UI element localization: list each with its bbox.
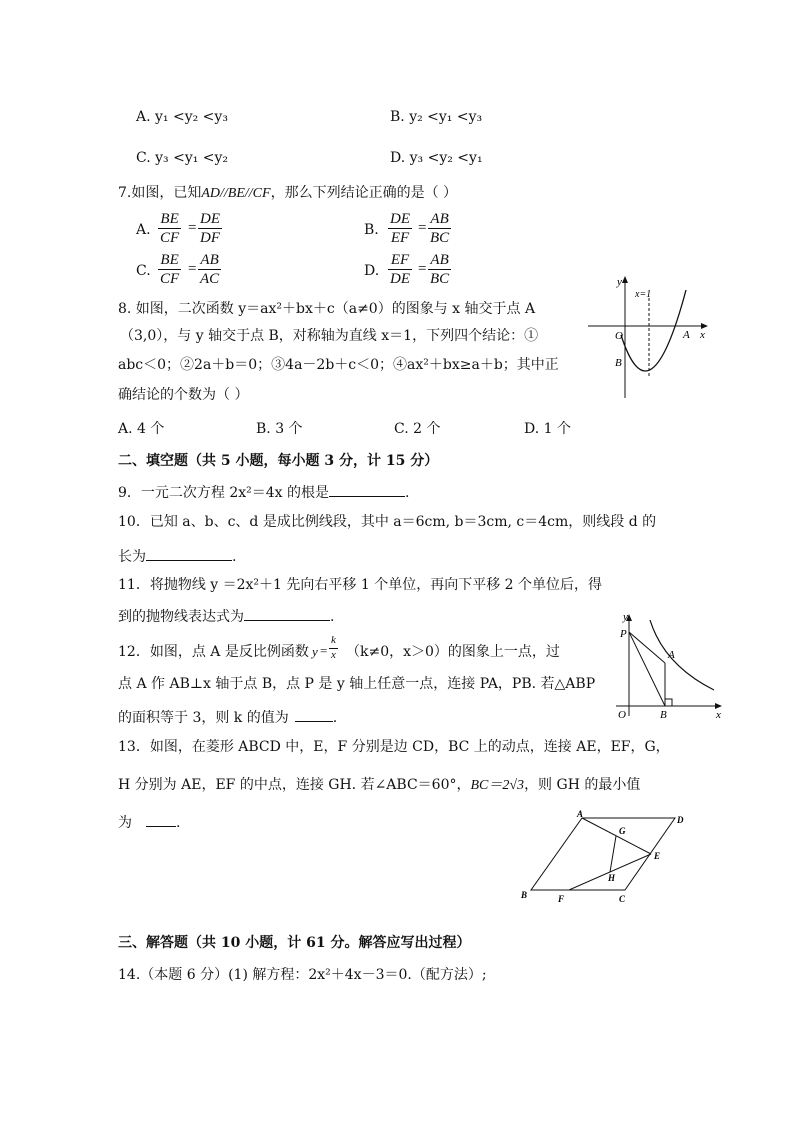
q7-option-b-fraction-right <box>428 210 451 247</box>
q7-option-b-fraction-left <box>388 210 412 247</box>
hyperbola-curve <box>650 620 714 690</box>
right-angle-mark <box>665 699 672 706</box>
q13-line-2 <box>118 776 640 795</box>
segment-pa <box>629 632 665 663</box>
equals-sign: = <box>418 261 427 277</box>
q9-answer-blank <box>329 482 405 497</box>
x-label: x <box>700 329 705 341</box>
q8-option-d: D. 1 个 <box>524 421 571 437</box>
y-label: y <box>617 276 622 288</box>
formula-x: x <box>331 649 336 661</box>
q8-option-c: C. 2 个 <box>394 421 441 437</box>
denominator: AC <box>200 271 220 287</box>
q13-line-1: 13．如图，在菱形 ABCD 中，E，F 分别是边 CD，BC 上的动点，连接 AE，EF，G， <box>118 739 670 755</box>
point-f-label: F <box>558 894 565 904</box>
formula-y: y <box>312 644 318 659</box>
numerator: BE <box>158 210 181 229</box>
numerator: DE <box>200 211 220 227</box>
q10-end: . <box>232 549 237 565</box>
q7-option-a-label: A. <box>136 222 151 238</box>
q13-line-2-math: BC＝2√3 <box>470 778 525 793</box>
denominator: DF <box>200 230 220 246</box>
q11-end: . <box>330 609 335 625</box>
q6-option-b: B. y₂ <y₁ <y₃ <box>390 109 483 125</box>
numerator: DE <box>390 211 410 227</box>
q13-line-2-post: ，则 GH 的最小值 <box>524 777 641 793</box>
denominator: CF <box>160 271 180 287</box>
q8-option-a: A. 4 个 <box>118 421 165 437</box>
denominator: BC <box>430 230 450 246</box>
segment-gh <box>610 836 616 872</box>
section-3-heading: 三、解答题（共 10 小题，计 61 分。解答应写出过程） <box>118 935 471 951</box>
numerator: BE <box>158 251 181 270</box>
section-2-heading: 二、填空题（共 5 小题，每小题 3 分，计 15 分） <box>118 453 439 469</box>
q12-line-2: 点 A 作 AB⊥x 轴于点 B，点 P 是 y 轴上任意一点，连接 PA，PB. 若△ABP <box>118 676 596 692</box>
q11-answer-blank <box>244 606 330 621</box>
q10-line-2 <box>118 546 236 566</box>
q11-line-2-text: 到的抛物线表达式为 <box>118 609 244 625</box>
point-a-label: A <box>683 329 690 341</box>
q11-line-1: 11．将抛物线 y ＝2x²＋1 先向右平移 1 个单位，再向下平移 2 个单位后，得 <box>118 577 603 593</box>
q7-stem-suffix: ，那么下列结论正确的是（ ） <box>270 185 458 201</box>
point-d-label: D <box>677 815 684 825</box>
q9-end: . <box>405 485 410 501</box>
q7-option-c-fraction-left <box>158 251 181 288</box>
origin-label: O <box>618 709 626 721</box>
q11-line-2 <box>118 606 334 626</box>
q8-line-2: （3,0），与 y 轴交于点 B，对称轴为直线 x＝1，下列四个结论：① <box>120 328 539 344</box>
q6-option-a: A. y₁ <y₂ <y₃ <box>136 109 228 125</box>
q8-line-3: abc＜0；②2a＋b＝0；③4a－2b＋c＜0；④ax²＋bx≥a＋b；其中正 <box>118 357 559 373</box>
q6-option-d: D. y₃ <y₂ <y₁ <box>390 150 483 166</box>
numerator: AB <box>428 210 451 229</box>
q12-line-1-pre: 12．如图，点 A 是反比例函数 <box>118 644 309 660</box>
q12-line-3-text: 的面积等于 3，则 k 的值为 <box>118 710 289 726</box>
point-c-label: C <box>619 894 626 904</box>
q14-text: 14.（本题 6 分）(1) 解方程：2x²＋4x－3＝0.（配方法）; <box>118 967 487 983</box>
q13-end: . <box>176 815 181 831</box>
point-e-label: E <box>654 851 661 861</box>
q7-stem-prefix: 7.如图，已知 <box>118 185 202 201</box>
q13-line-2-pre: H 分别为 AE，EF 的中点，连接 GH. 若∠ABC＝60°， <box>118 777 471 793</box>
q7-option-a-fraction-right <box>198 210 222 247</box>
y-axis-arrow <box>622 276 628 283</box>
q12-line-3 <box>118 707 337 727</box>
segment-ae <box>582 818 651 854</box>
q13-line-3 <box>118 812 180 832</box>
q9-text: 9．一元二次方程 2x²＝4x 的根是 <box>118 485 330 501</box>
q7-option-d-fraction-right <box>428 251 451 288</box>
q12-inverse-function-figure <box>612 610 728 722</box>
q7-option-a-fraction-left <box>158 210 181 247</box>
denominator: CF <box>160 230 180 246</box>
q10-line-2-text: 长为 <box>118 549 146 565</box>
q12-line-1-post: （k≠0，x＞0）的图象上一点，过 <box>346 644 560 660</box>
q7-stem-math: AD//BE//CF <box>201 186 271 201</box>
q8-line-1: 8. 如图，二次函数 y＝ax²＋bx＋c（a≠0）的图象与 x 轴交于点 A <box>118 301 536 317</box>
q8-option-b: B. 3 个 <box>256 421 303 437</box>
q12-answer-blank <box>295 707 333 722</box>
denominator: EF <box>390 230 410 246</box>
point-b-label: B <box>660 709 667 721</box>
point-h-label: H <box>608 873 616 883</box>
numerator: AB <box>198 251 221 270</box>
q6-option-c: C. y₃ <y₁ <y₂ <box>136 150 229 166</box>
symmetry-axis-label: x=1 <box>635 289 652 300</box>
origin-label: O <box>615 330 623 342</box>
q7-option-c-label: C. <box>136 263 151 279</box>
numerator: AB <box>428 251 451 270</box>
point-g-label: G <box>619 826 626 836</box>
q8-parabola-figure <box>588 270 712 402</box>
denominator: DE <box>390 271 410 287</box>
numerator: EF <box>388 251 412 270</box>
q10-answer-blank <box>146 546 232 561</box>
point-b-label: B <box>615 357 622 369</box>
point-a-label: A <box>668 649 675 661</box>
q7-option-b-label: B. <box>364 222 379 238</box>
y-label: y <box>623 611 628 623</box>
q13-line-3-text: 为 <box>118 815 132 831</box>
q7-option-c-fraction-right <box>198 251 221 288</box>
point-p-label: P <box>620 628 627 640</box>
q13-rhombus-figure <box>515 808 695 904</box>
q9 <box>118 482 409 502</box>
equals-sign: = <box>418 220 427 236</box>
equals-sign: = <box>188 220 197 236</box>
q7-option-d-fraction-left <box>388 251 412 288</box>
x-label: x <box>716 709 721 721</box>
point-b-label: B <box>521 890 528 900</box>
q7-option-d-label: D. <box>364 263 380 279</box>
q12-end: . <box>332 710 338 726</box>
segment-pb <box>629 632 665 706</box>
equals-sign: = <box>188 261 197 277</box>
q7-stem <box>118 184 457 203</box>
q8-line-4: 确结论的个数为（ ） <box>118 387 249 403</box>
q10-line-1: 10．已知 a、b、c、d 是成比例线段，其中 a＝6cm, b＝3cm, c＝4cm，则线段 d 的 <box>118 514 657 530</box>
formula-k: k <box>331 634 336 646</box>
parabola-curve <box>621 290 686 371</box>
denominator: BC <box>430 271 450 287</box>
point-a-label: A <box>577 809 584 819</box>
formula-equals: = <box>320 643 328 658</box>
q13-answer-blank <box>146 812 176 827</box>
